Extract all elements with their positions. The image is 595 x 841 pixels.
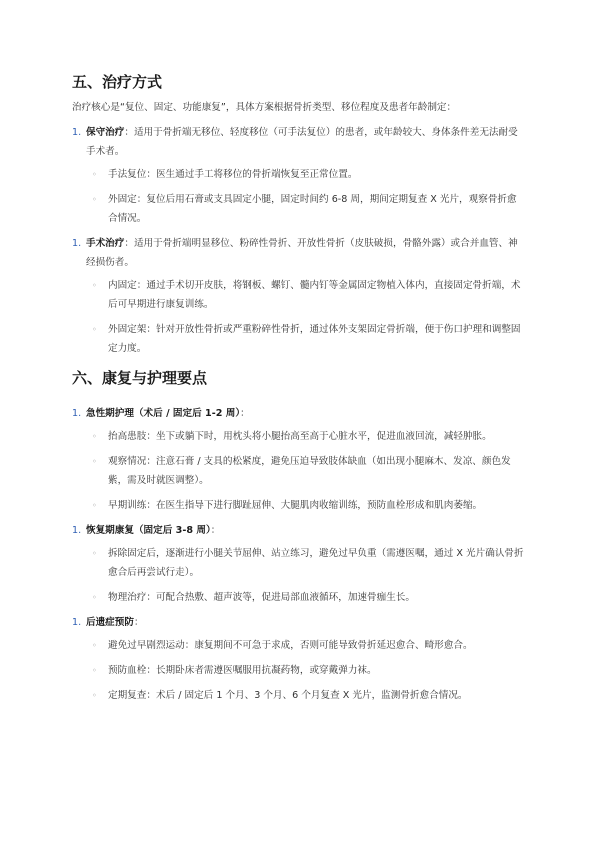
sub-list-text: 预防血栓：长期卧床者需遵医嘱服用抗凝药物，或穿戴弹力袜。 (108, 665, 377, 676)
list-item-text: ： (133, 617, 144, 628)
list-item-text: ： (240, 408, 250, 419)
sub-list-item (72, 588, 524, 607)
section-heading-rehab: 六、康复与护理要点 (72, 369, 208, 387)
list-item (72, 521, 524, 540)
treatment-intro: 治疗核心是“复位、固定、功能康复”，具体方案根据骨折类型、移位程度及患者年龄制定： (72, 102, 457, 113)
sub-list-item (72, 320, 524, 358)
sub-list-text: 早期训练：在医生指导下进行脚趾屈伸、大腿肌肉收缩训练，预防血栓形成和肌肉萎缩。 (108, 500, 483, 511)
list-item-text: ：适用于骨折端明显移位、粉碎性骨折、开放性骨折（皮肤破损，骨骼外露）或合并血管、神经损伤者。 (86, 238, 518, 268)
list-item (72, 404, 524, 423)
sub-list-item (72, 544, 524, 582)
sub-list-item (72, 661, 524, 680)
rehab-list (72, 404, 524, 705)
sub-list-text: 定期复查：术后 / 固定后 1 个月、3 个月、6 个月复查 X 光片，监测骨折愈合情况。 (108, 690, 468, 701)
bullet-icon: ◦ (92, 666, 97, 675)
bullet-icon: ◦ (92, 593, 97, 602)
list-number: 1. (72, 525, 82, 536)
list-number: 1. (72, 617, 82, 628)
sub-list-item (72, 165, 524, 184)
list-number: 1. (72, 408, 82, 419)
list-number: 1. (72, 238, 82, 249)
sub-list-text: 物理治疗：可配合热敷、超声波等，促进局部血液循环，加速骨痂生长。 (108, 592, 415, 603)
list-item-lead: 急性期护理（术后 / 固定后 1-2 周） (86, 408, 241, 419)
list-number: 1. (72, 127, 82, 138)
list-item-lead: 恢复期康复（固定后 3-8 周） (86, 525, 211, 536)
bullet-icon: ◦ (92, 195, 97, 204)
bullet-icon: ◦ (92, 641, 97, 650)
bullet-icon: ◦ (92, 170, 97, 179)
list-item-text: ： (210, 525, 221, 536)
list-item (72, 613, 524, 632)
sub-list-text: 拆除固定后，逐渐进行小腿关节屈伸、站立练习，避免过早负重（需遵医嘱，通过 X 光片确认骨折愈合后再尝试行走）。 (108, 548, 524, 578)
list-item-text: ：适用于骨折端无移位、轻度移位（可手法复位）的患者，或年龄较大、身体条件差无法耐受手术者。 (86, 127, 518, 157)
sub-list-item (72, 190, 524, 228)
list-item-lead: 后遗症预防 (86, 617, 134, 628)
bullet-icon: ◦ (92, 691, 97, 700)
sub-list-text: 内固定：通过手术切开皮肤，将钢板、螺钉、髓内钉等金属固定物植入体内，直接固定骨折端，术后可早期进行康复训练。 (108, 280, 521, 310)
sub-list-text: 外固定：复位后用石膏或支具固定小腿，固定时间约 6-8 周，期间定期复查 X 光片，观察骨折愈合情况。 (108, 194, 517, 224)
sub-list-item (72, 686, 524, 705)
bullet-icon: ◦ (92, 281, 97, 290)
section-heading-treatment: 五、治疗方式 (72, 73, 163, 91)
bullet-icon: ◦ (92, 432, 97, 441)
sub-list-item (72, 636, 524, 655)
sub-list-item (72, 452, 524, 490)
sub-list-text: 手法复位：医生通过手工将移位的骨折端恢复至正常位置。 (108, 169, 358, 180)
bullet-icon: ◦ (92, 549, 97, 558)
bullet-icon: ◦ (92, 325, 97, 334)
sub-list-text: 抬高患肢：坐下或躺下时，用枕头将小腿抬高至高于心脏水平，促进血液回流，减轻肿胀。 (108, 431, 492, 442)
bullet-icon: ◦ (92, 457, 97, 466)
treatment-list (72, 123, 524, 358)
list-item-lead: 手术治疗 (86, 238, 125, 249)
list-item (72, 234, 524, 272)
bullet-icon: ◦ (92, 501, 97, 510)
list-item-lead: 保守治疗 (86, 127, 125, 138)
sub-list-text: 观察情况：注意石膏 / 支具的松紧度，避免压迫导致肢体缺血（如出现小腿麻木、发凉、颜色发紫，需及时就医调整）。 (108, 456, 511, 486)
sub-list-item (72, 276, 524, 314)
list-item (72, 123, 524, 161)
sub-list-item (72, 496, 524, 515)
sub-list-text: 外固定架：针对开放性骨折或严重粉碎性骨折，通过体外支架固定骨折端，便于伤口护理和调整固定力度。 (108, 324, 521, 354)
sub-list-item (72, 427, 524, 446)
sub-list-text: 避免过早剧烈运动：康复期间不可急于求成，否则可能导致骨折延迟愈合、畸形愈合。 (108, 640, 473, 651)
